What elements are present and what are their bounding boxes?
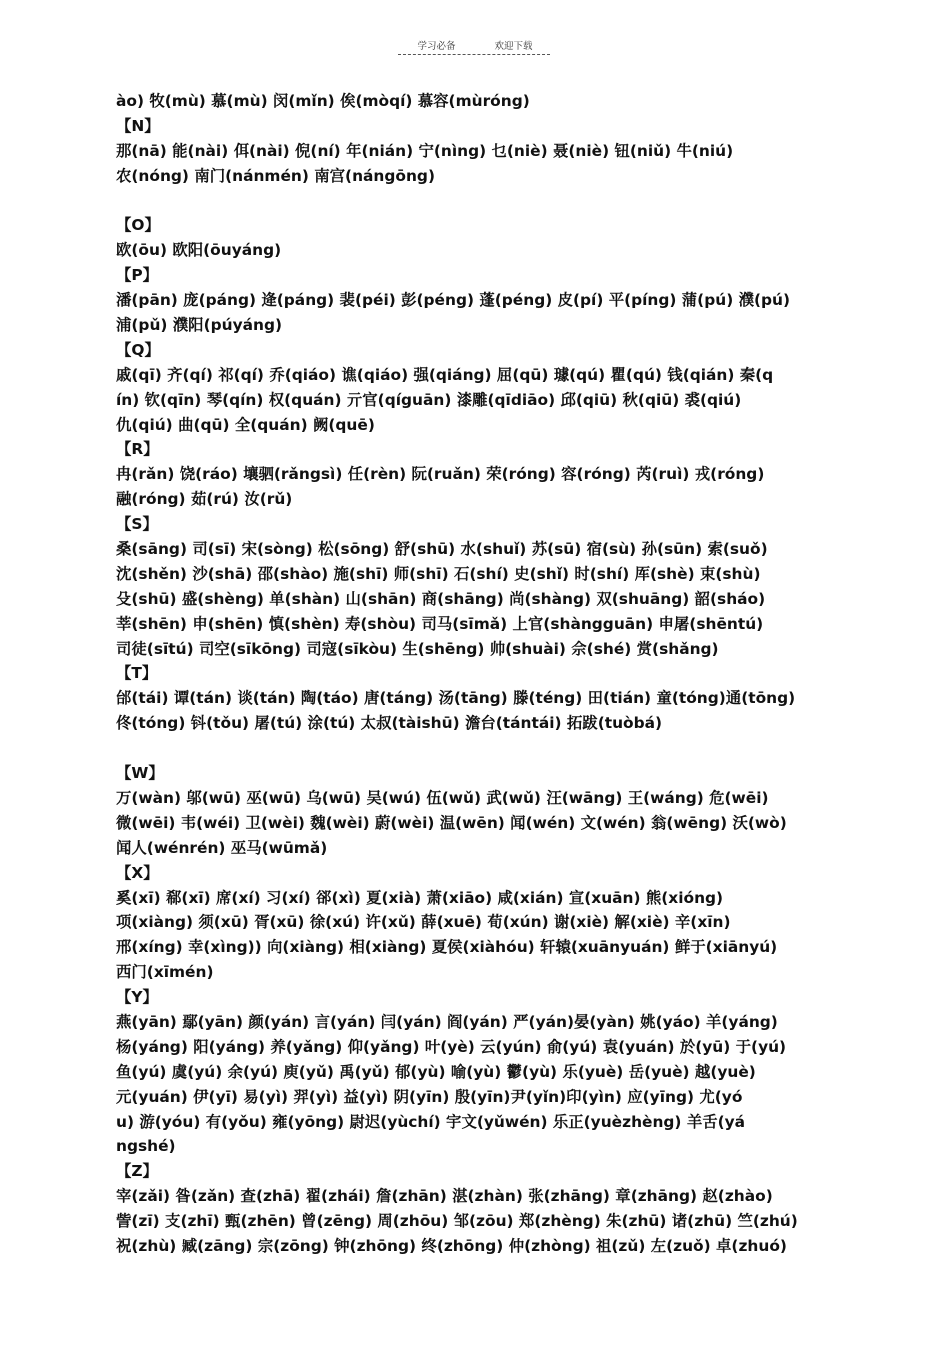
text-line: 那(nā) 能(nài) 佴(nài) 倪(ní) 年(nián) 宁(nìng) 乜(niè) 聂(niè) 钮(niǔ) 牛(niú)	[116, 141, 734, 160]
text-line: ngshé)	[116, 1137, 176, 1156]
text-line: 鱼(yú) 虞(yú) 余(yú) 庾(yǔ) 禹(yǔ) 郁(yù) 喻(yù) 鬱(yù) 乐(yuè) 岳(yuè) 越(yuè)	[116, 1062, 756, 1081]
text-line: 殳(shū) 盛(shèng) 单(shàn) 山(shān) 商(shāng) 尚(shàng) 双(shuāng) 韶(sháo)	[116, 589, 766, 608]
text-line: 元(yuán) 伊(yī) 易(yì) 羿(yì) 益(yì) 阴(yīn) 殷(yīn)尹(yǐn)印(yìn) 应(yīng) 尤(yó	[116, 1087, 743, 1106]
blank-line	[116, 189, 856, 214]
surname-list	[116, 89, 856, 1259]
page-header	[0, 38, 950, 52]
section-heading: 【X】	[116, 863, 159, 882]
blank-line	[116, 736, 856, 761]
text-line: ín) 钦(qīn) 琴(qín) 权(quán) 亓官(qíguān) 漆雕(qīdiāo) 邱(qiū) 秋(qiū) 裘(qiú)	[116, 390, 742, 409]
text-line: 项(xiàng) 须(xū) 胥(xū) 徐(xú) 许(xǔ) 薛(xuē) 荀(xún) 谢(xiè) 解(xiè) 辛(xīn)	[116, 913, 731, 932]
text-line: 莘(shēn) 申(shēn) 慎(shèn) 寿(shòu) 司马(sīmǎ) 上官(shàngguān) 申屠(shēntú)	[116, 614, 764, 633]
text-line: 浦(pǔ) 濮阳(púyáng)	[116, 316, 283, 335]
text-line: 奚(xī) 郗(xī) 席(xí) 习(xí) 郤(xì) 夏(xià) 萧(xiāo) 咸(xián) 宣(xuān) 熊(xióng)	[116, 888, 724, 907]
text-line: 杨(yáng) 阳(yáng) 养(yǎng) 仰(yǎng) 叶(yè) 云(yún) 俞(yú) 袁(yuán) 於(yū) 于(yú)	[116, 1037, 787, 1056]
text-line: ào) 牧(mù) 慕(mù) 闵(mǐn) 俟(mòqí) 慕容(mùróng)	[116, 92, 530, 110]
header-right-text: 欢迎下载	[494, 41, 533, 52]
header-divider	[398, 54, 550, 55]
section-heading: 【S】	[116, 515, 158, 534]
text-line: 欧(ōu) 欧阳(ōuyáng)	[116, 241, 282, 260]
text-line: 仇(qiú) 曲(qū) 全(quán) 阙(quē)	[116, 415, 375, 434]
text-line: 訾(zī) 支(zhī) 甄(zhēn) 曾(zēng) 周(zhōu) 邹(zōu) 郑(zhèng) 朱(zhū) 诸(zhū) 竺(zhú)	[116, 1212, 798, 1231]
text-line: 西门(xīmén)	[116, 963, 214, 982]
text-line: 司徒(sītú) 司空(sīkōng) 司寇(sīkòu) 生(shēng) 帅(shuài) 佘(shé) 赏(shǎng)	[116, 639, 719, 658]
section-heading: 【Q】	[116, 340, 160, 359]
section-heading: 【T】	[116, 664, 158, 683]
section-heading: 【Z】	[116, 1162, 158, 1181]
text-line: 祝(zhù) 臧(zāng) 宗(zōng) 钟(zhōng) 终(zhōng) 仲(zhòng) 祖(zǔ) 左(zuǒ) 卓(zhuó)	[116, 1236, 787, 1255]
text-line: 戚(qī) 齐(qí) 祁(qí) 乔(qiáo) 谯(qiáo) 强(qiáng) 屈(qū) 璩(qú) 瞿(qú) 钱(qián) 秦(q	[116, 365, 774, 384]
text-line: 融(róng) 茹(rú) 汝(rǔ)	[116, 490, 293, 509]
text-line: 宰(zǎi) 昝(zǎn) 查(zhā) 翟(zhái) 詹(zhān) 湛(zhàn) 张(zhāng) 章(zhāng) 赵(zhào)	[116, 1187, 773, 1206]
section-heading: 【N】	[116, 116, 160, 135]
text-line: 沈(shěn) 沙(shā) 邵(shào) 施(shī) 师(shī) 石(shí) 史(shǐ) 时(shí) 厍(shè) 束(shù)	[116, 564, 761, 583]
text-line: 闻人(wénrén) 巫马(wūmǎ)	[116, 838, 328, 857]
header-left-text: 学习必备	[417, 41, 456, 52]
text-line: u) 游(yóu) 有(yǒu) 雍(yōng) 尉迟(yùchí) 宇文(yǔwén) 乐正(yuèzhèng) 羊舌(yá	[116, 1112, 746, 1131]
text-line: 微(wēi) 韦(wéi) 卫(wèi) 魏(wèi) 蔚(wèi) 温(wēn) 闻(wén) 文(wén) 翁(wēng) 沃(wò)	[116, 813, 787, 832]
section-heading: 【R】	[116, 440, 159, 459]
section-heading: 【O】	[116, 216, 160, 235]
text-line: 农(nóng) 南门(nánmén) 南宫(nángōng)	[116, 166, 435, 185]
text-line: 邢(xíng) 幸(xìng)) 向(xiàng) 相(xiàng) 夏侯(xiàhóu) 轩辕(xuānyuán) 鲜于(xiānyú)	[116, 938, 778, 957]
section-heading: 【W】	[116, 764, 164, 783]
text-line: 邰(tái) 谭(tán) 谈(tán) 陶(táo) 唐(táng) 汤(tāng) 滕(téng) 田(tián) 童(tóng)通(tōng)	[116, 689, 796, 708]
section-heading: 【Y】	[116, 988, 158, 1007]
text-line: 燕(yān) 鄢(yān) 颜(yán) 言(yán) 闫(yán) 阎(yán) 严(yán)晏(yàn) 姚(yáo) 羊(yáng)	[116, 1012, 778, 1031]
text-line: 佟(tóng) 钭(tǒu) 屠(tú) 涂(tú) 太叔(tàishū) 澹台(tántái) 拓跋(tuòbá)	[116, 714, 663, 733]
text-line: 桑(sāng) 司(sī) 宋(sòng) 松(sōng) 舒(shū) 水(shuǐ) 苏(sū) 宿(sù) 孙(sūn) 索(suǒ)	[116, 540, 768, 559]
text-line: 潘(pān) 庞(páng) 逄(páng) 裴(péi) 彭(péng) 蓬(péng) 皮(pí) 平(píng) 蒲(pú) 濮(pú)	[116, 291, 791, 310]
section-heading: 【P】	[116, 266, 159, 285]
text-line: 冉(rǎn) 饶(ráo) 壤驷(rǎngsì) 任(rèn) 阮(ruǎn) 荣(róng) 容(róng) 芮(ruì) 戎(róng)	[116, 465, 765, 484]
text-line: 万(wàn) 邬(wū) 巫(wū) 乌(wū) 吴(wú) 伍(wǔ) 武(wǔ) 汪(wāng) 王(wáng) 危(wēi)	[116, 788, 769, 807]
